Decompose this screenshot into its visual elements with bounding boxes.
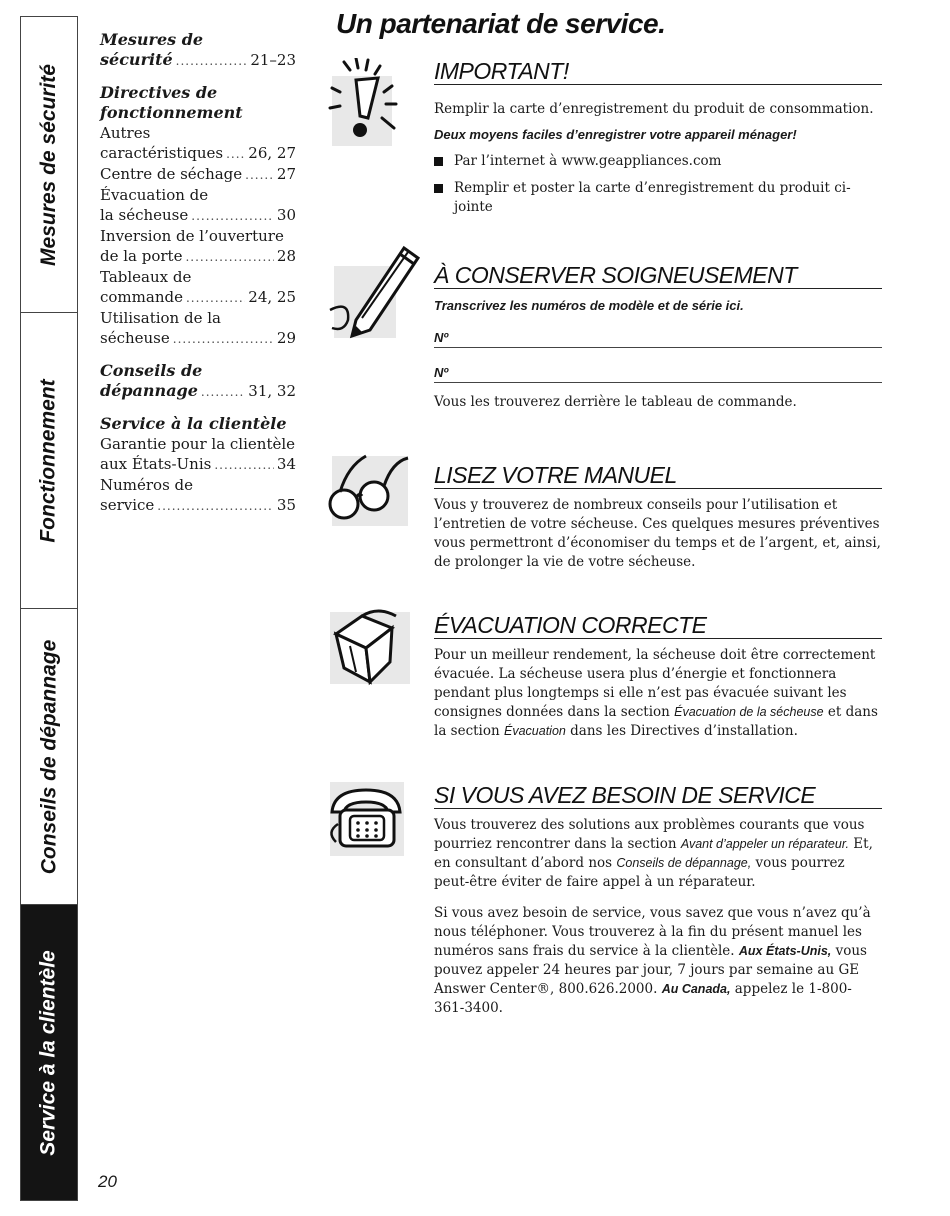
section-subheading: Deux moyens faciles d’enregistrer votre appareil ménager! xyxy=(434,127,797,142)
toc-entry-label: de la porte xyxy=(100,247,183,265)
toc-leader-dots xyxy=(245,165,274,185)
toc-entry-link[interactable] xyxy=(100,164,296,185)
emphasis-text: Au Canada, xyxy=(661,982,731,996)
emphasis-text: Aux États-Unis, xyxy=(738,944,832,958)
toc-pages: 29 xyxy=(276,329,296,347)
body-text: Vous les trouverez derrière le tableau de commande. xyxy=(434,394,797,410)
toc-entry-link[interactable] xyxy=(100,495,296,516)
section-body xyxy=(434,100,882,225)
text-run: Pour un meilleur rendement, la sécheuse doit être correctement évacuée. La sécheuse usera plus d’énergie et fonctionnera pendant plus longtemps si elle n’est pas évacuée suivant les consignes données dans la section xyxy=(434,647,876,720)
text-run: dans les Directives d’installation. xyxy=(570,723,798,739)
glasses-icon xyxy=(326,452,422,532)
toc-leader-dots xyxy=(191,206,274,226)
toc-leader-dots xyxy=(226,144,245,164)
toc-entry-label: Utilisation de la xyxy=(100,309,221,327)
toc-leader-dots xyxy=(173,329,274,349)
section-body xyxy=(434,646,882,747)
toc-leader-dots xyxy=(186,288,245,308)
toc-entry-label: service xyxy=(100,496,155,514)
toc-entry-label: commande xyxy=(100,288,183,306)
section-heading: LISEZ VOTRE MANUEL xyxy=(434,462,882,489)
toc-leader-dots xyxy=(214,455,274,475)
list-item-text: Par l’internet à www.geappliances.com xyxy=(454,153,722,169)
toc-heading: Directives de xyxy=(100,83,218,102)
bullet-square-icon xyxy=(434,157,443,166)
toc-leader-dots xyxy=(176,51,248,71)
section-reference-link[interactable]: Évacuation xyxy=(504,724,566,738)
list-item xyxy=(434,152,882,171)
toc-entry-link[interactable] xyxy=(100,205,296,226)
list-item-text: Remplir et poster la carte d’enregistrement du produit ci-jointe xyxy=(454,180,851,215)
toc-heading: sécurité xyxy=(100,50,173,69)
field-label: Nº xyxy=(434,330,449,345)
text-run: Et, en consultant d’abord nos xyxy=(434,836,873,871)
section-reference-link[interactable]: Conseils de dépannage, xyxy=(616,856,752,870)
section-heading: SI VOUS AVEZ BESOIN DE SERVICE xyxy=(434,782,882,809)
text-run: Vous trouverez des solutions aux problèmes courants que vous pourriez rencontrer dans la section xyxy=(434,817,865,852)
table-of-contents xyxy=(100,30,296,528)
section-evacuation-correcte xyxy=(326,612,882,752)
toc-entry-label: Inversion de l’ouverture xyxy=(100,227,284,245)
list-item xyxy=(434,179,882,217)
toc-entry-label: caractéristiques xyxy=(100,144,224,162)
toc-entry-link[interactable] xyxy=(100,328,296,349)
toc-pages: 34 xyxy=(276,455,296,473)
toc-pages: 21–23 xyxy=(250,51,296,69)
toc-pages: 35 xyxy=(276,496,296,514)
model-number-field[interactable] xyxy=(434,323,882,348)
toc-leader-dots xyxy=(185,247,273,267)
tab-service-a-la-clientele[interactable] xyxy=(21,905,77,1200)
toc-leader-dots xyxy=(157,496,274,516)
body-text xyxy=(434,816,882,892)
section-body xyxy=(434,816,882,1024)
toc-pages: 28 xyxy=(276,247,296,265)
tab-label: Conseils de dépannage xyxy=(37,639,60,874)
toc-heading: Conseils de xyxy=(100,361,203,380)
toc-pages: 26, 27 xyxy=(248,144,296,162)
toc-entry-label: Évacuation de xyxy=(100,186,209,204)
section-reference-link[interactable]: Évacuation de la sécheuse xyxy=(674,705,824,719)
section-heading: IMPORTANT! xyxy=(434,58,882,85)
tab-label: Service à la clientèle xyxy=(37,949,60,1156)
toc-entry-label: Garantie pour la clientèle xyxy=(100,435,296,453)
tab-conseils-de-depannage[interactable] xyxy=(21,609,77,905)
text-run: appelez le 1-800-361-3400. xyxy=(434,981,852,1016)
toc-entry-label: aux États-Unis xyxy=(100,455,212,473)
section-important xyxy=(326,58,882,248)
toc-pages: 27 xyxy=(276,165,296,183)
tab-mesures-de-securite[interactable] xyxy=(21,17,77,313)
exclamation-icon xyxy=(326,58,422,148)
section-lisez-votre-manuel xyxy=(326,462,882,582)
text-run: vous pouvez appeler 24 heures par jour, 7 jours par semaine au GE Answer Center®, 800.626.2000. xyxy=(434,943,867,997)
body-text: Remplir la carte d’enregistrement du produit de consommation. xyxy=(434,101,874,117)
pencil-icon xyxy=(326,240,426,340)
box-icon xyxy=(326,606,422,690)
toc-entry-label: Autres xyxy=(100,124,151,142)
toc-entry-link[interactable] xyxy=(100,143,296,164)
section-a-conserver xyxy=(326,262,882,432)
text-run: vous pourrez peut-être éviter de faire appel à un réparateur. xyxy=(434,855,845,890)
toc-entry-label: la sécheuse xyxy=(100,206,189,224)
toc-entry-link[interactable] xyxy=(100,454,296,475)
toc-pages: 31, 32 xyxy=(248,382,296,400)
toc-section-conseils xyxy=(100,361,296,402)
body-text xyxy=(434,904,882,1018)
section-heading: À CONSERVER SOIGNEUSEMENT xyxy=(434,262,882,289)
toc-pages: 24, 25 xyxy=(248,288,296,306)
toc-entry-label: sécheuse xyxy=(100,329,170,347)
toc-entry-label: Numéros de xyxy=(100,476,194,494)
text-run: et dans la section xyxy=(434,704,878,739)
toc-heading: dépannage xyxy=(100,381,198,400)
serial-number-field[interactable] xyxy=(434,358,882,383)
toc-entry-link[interactable] xyxy=(100,287,296,308)
text-run: Si vous avez besoin de service, vous savez que vous n’avez qu’à nous téléphoner. Vous trouverez à la fin du présent manuel les numéros sans frais du service à la clientèle. xyxy=(434,905,871,959)
toc-section-directives xyxy=(100,83,296,349)
tab-fonctionnement[interactable] xyxy=(21,313,77,609)
side-tab-bar xyxy=(20,16,78,1201)
toc-entry-link[interactable] xyxy=(100,381,296,402)
toc-entry-link[interactable] xyxy=(100,246,296,267)
toc-entry-link[interactable] xyxy=(100,50,296,71)
telephone-icon xyxy=(326,780,422,860)
section-heading: ÉVACUATION CORRECTE xyxy=(434,612,882,639)
section-body xyxy=(434,496,882,578)
toc-heading: fonctionnement xyxy=(100,103,243,122)
bullet-square-icon xyxy=(434,184,443,193)
section-body xyxy=(434,296,882,418)
toc-heading: Service à la clientèle xyxy=(100,414,287,433)
toc-heading: Mesures de xyxy=(100,30,204,49)
page-number: 20 xyxy=(98,1172,117,1191)
section-reference-link[interactable]: Avant d’appeler un réparateur. xyxy=(680,837,849,851)
toc-entry-label: Centre de séchage xyxy=(100,165,243,183)
section-subheading: Transcrivez les numéros de modèle et de série ici. xyxy=(434,298,744,313)
toc-entry-label: Tableaux de xyxy=(100,268,192,286)
toc-section-mesures xyxy=(100,30,296,71)
toc-pages: 30 xyxy=(276,206,296,224)
page-title: Un partenariat de service. xyxy=(336,8,666,39)
section-besoin-de-service xyxy=(326,782,882,1016)
field-label: Nº xyxy=(434,365,449,380)
tab-label: Fonctionnement xyxy=(37,378,61,543)
body-text xyxy=(434,646,882,741)
body-text: Vous y trouverez de nombreux conseils pour l’utilisation et l’entretien de votre sécheuse. Ces quelques mesures préventives vous permettront d’économiser du temps et de l’argent, et, ainsi, de prolonger la vie de votre sécheuse. xyxy=(434,497,881,570)
toc-leader-dots xyxy=(201,382,245,402)
tab-label: Mesures de sécurité xyxy=(37,63,60,266)
toc-section-service xyxy=(100,414,296,516)
